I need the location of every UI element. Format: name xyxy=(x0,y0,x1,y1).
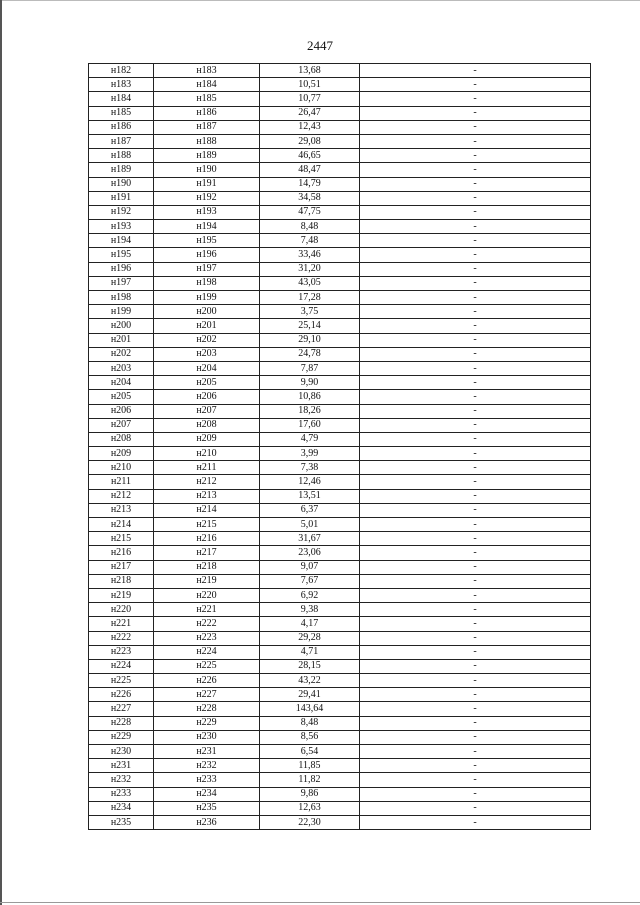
table-row xyxy=(89,92,591,106)
length-cell: 8,56 xyxy=(260,730,360,744)
point-to-cell: н201 xyxy=(154,319,260,333)
table-row xyxy=(89,688,591,702)
table-row xyxy=(89,645,591,659)
note-cell: - xyxy=(360,588,591,602)
note-cell: - xyxy=(360,333,591,347)
note-cell: - xyxy=(360,674,591,688)
note-cell: - xyxy=(360,149,591,163)
length-cell: 24,78 xyxy=(260,347,360,361)
note-cell: - xyxy=(360,177,591,191)
point-to-cell: н191 xyxy=(154,177,260,191)
point-to-cell: н196 xyxy=(154,248,260,262)
point-to-cell: н194 xyxy=(154,220,260,234)
point-to-cell: н212 xyxy=(154,475,260,489)
note-cell: - xyxy=(360,801,591,815)
point-to-cell: н214 xyxy=(154,503,260,517)
scan-edge-top xyxy=(0,0,640,1)
length-cell: 43,22 xyxy=(260,674,360,688)
note-cell: - xyxy=(360,376,591,390)
table-row xyxy=(89,716,591,730)
note-cell: - xyxy=(360,815,591,829)
length-cell: 12,63 xyxy=(260,801,360,815)
note-cell: - xyxy=(360,716,591,730)
length-cell: 11,82 xyxy=(260,773,360,787)
note-cell: - xyxy=(360,447,591,461)
length-cell: 6,92 xyxy=(260,588,360,602)
note-cell: - xyxy=(360,92,591,106)
table-row xyxy=(89,503,591,517)
length-cell: 8,48 xyxy=(260,716,360,730)
note-cell: - xyxy=(360,262,591,276)
point-to-cell: н233 xyxy=(154,773,260,787)
table-row xyxy=(89,305,591,319)
table-row xyxy=(89,404,591,418)
length-cell: 10,86 xyxy=(260,390,360,404)
length-cell: 10,51 xyxy=(260,78,360,92)
table-row xyxy=(89,149,591,163)
table-row xyxy=(89,787,591,801)
point-to-cell: н231 xyxy=(154,745,260,759)
note-cell: - xyxy=(360,305,591,319)
table-row xyxy=(89,361,591,375)
point-to-cell: н218 xyxy=(154,560,260,574)
length-cell: 4,71 xyxy=(260,645,360,659)
point-from-cell: н222 xyxy=(89,631,154,645)
table-row xyxy=(89,518,591,532)
point-from-cell: н184 xyxy=(89,92,154,106)
note-cell: - xyxy=(360,432,591,446)
point-from-cell: н199 xyxy=(89,305,154,319)
point-from-cell: н218 xyxy=(89,574,154,588)
point-to-cell: н184 xyxy=(154,78,260,92)
length-cell: 23,06 xyxy=(260,546,360,560)
point-from-cell: н194 xyxy=(89,234,154,248)
point-to-cell: н192 xyxy=(154,191,260,205)
length-cell: 33,46 xyxy=(260,248,360,262)
table-row xyxy=(89,745,591,759)
note-cell: - xyxy=(360,688,591,702)
point-to-cell: н224 xyxy=(154,645,260,659)
length-cell: 4,79 xyxy=(260,432,360,446)
point-from-cell: н187 xyxy=(89,134,154,148)
table-row xyxy=(89,234,591,248)
length-cell: 7,67 xyxy=(260,574,360,588)
note-cell: - xyxy=(360,319,591,333)
table-row xyxy=(89,432,591,446)
length-cell: 7,38 xyxy=(260,461,360,475)
length-cell: 7,48 xyxy=(260,234,360,248)
note-cell: - xyxy=(360,78,591,92)
length-cell: 46,65 xyxy=(260,149,360,163)
point-from-cell: н208 xyxy=(89,432,154,446)
table-row xyxy=(89,801,591,815)
point-from-cell: н216 xyxy=(89,546,154,560)
table-row xyxy=(89,759,591,773)
point-to-cell: н203 xyxy=(154,347,260,361)
point-from-cell: н224 xyxy=(89,659,154,673)
table-row xyxy=(89,390,591,404)
point-from-cell: н200 xyxy=(89,319,154,333)
note-cell: - xyxy=(360,234,591,248)
table-row xyxy=(89,163,591,177)
table-row xyxy=(89,177,591,191)
point-to-cell: н236 xyxy=(154,815,260,829)
note-cell: - xyxy=(360,773,591,787)
length-cell: 47,75 xyxy=(260,205,360,219)
note-cell: - xyxy=(360,418,591,432)
length-cell: 48,47 xyxy=(260,163,360,177)
length-cell: 29,10 xyxy=(260,333,360,347)
length-cell: 25,14 xyxy=(260,319,360,333)
point-from-cell: н195 xyxy=(89,248,154,262)
table-row xyxy=(89,702,591,716)
point-from-cell: н223 xyxy=(89,645,154,659)
point-from-cell: н235 xyxy=(89,815,154,829)
point-from-cell: н221 xyxy=(89,617,154,631)
point-from-cell: н189 xyxy=(89,163,154,177)
table-row xyxy=(89,674,591,688)
note-cell: - xyxy=(360,461,591,475)
length-cell: 29,28 xyxy=(260,631,360,645)
point-to-cell: н208 xyxy=(154,418,260,432)
point-to-cell: н185 xyxy=(154,92,260,106)
note-cell: - xyxy=(360,248,591,262)
point-from-cell: н210 xyxy=(89,461,154,475)
point-to-cell: н211 xyxy=(154,461,260,475)
table-body xyxy=(89,64,591,830)
table-row xyxy=(89,106,591,120)
point-to-cell: н225 xyxy=(154,659,260,673)
point-from-cell: н202 xyxy=(89,347,154,361)
point-from-cell: н204 xyxy=(89,376,154,390)
point-from-cell: н233 xyxy=(89,787,154,801)
length-cell: 34,58 xyxy=(260,191,360,205)
point-to-cell: н197 xyxy=(154,262,260,276)
point-from-cell: н234 xyxy=(89,801,154,815)
note-cell: - xyxy=(360,404,591,418)
point-to-cell: н189 xyxy=(154,149,260,163)
point-to-cell: н215 xyxy=(154,518,260,532)
point-to-cell: н195 xyxy=(154,234,260,248)
note-cell: - xyxy=(360,702,591,716)
note-cell: - xyxy=(360,759,591,773)
table-row xyxy=(89,205,591,219)
point-from-cell: н201 xyxy=(89,333,154,347)
length-cell: 9,07 xyxy=(260,560,360,574)
table-row xyxy=(89,333,591,347)
point-to-cell: н227 xyxy=(154,688,260,702)
note-cell: - xyxy=(360,546,591,560)
note-cell: - xyxy=(360,475,591,489)
note-cell: - xyxy=(360,730,591,744)
point-to-cell: н200 xyxy=(154,305,260,319)
point-from-cell: н205 xyxy=(89,390,154,404)
note-cell: - xyxy=(360,134,591,148)
coordinates-table xyxy=(88,63,591,830)
length-cell: 22,30 xyxy=(260,815,360,829)
table-row xyxy=(89,659,591,673)
point-from-cell: н212 xyxy=(89,489,154,503)
point-from-cell: н188 xyxy=(89,149,154,163)
length-cell: 31,20 xyxy=(260,262,360,276)
length-cell: 9,86 xyxy=(260,787,360,801)
note-cell: - xyxy=(360,503,591,517)
point-from-cell: н228 xyxy=(89,716,154,730)
note-cell: - xyxy=(360,276,591,290)
length-cell: 4,17 xyxy=(260,617,360,631)
point-from-cell: н231 xyxy=(89,759,154,773)
note-cell: - xyxy=(360,645,591,659)
point-from-cell: н198 xyxy=(89,291,154,305)
note-cell: - xyxy=(360,532,591,546)
point-from-cell: н192 xyxy=(89,205,154,219)
point-from-cell: н219 xyxy=(89,588,154,602)
table-row xyxy=(89,461,591,475)
note-cell: - xyxy=(360,106,591,120)
length-cell: 28,15 xyxy=(260,659,360,673)
point-to-cell: н223 xyxy=(154,631,260,645)
note-cell: - xyxy=(360,518,591,532)
scan-edge-bottom xyxy=(0,902,640,903)
point-from-cell: н209 xyxy=(89,447,154,461)
point-to-cell: н213 xyxy=(154,489,260,503)
note-cell: - xyxy=(360,787,591,801)
point-to-cell: н198 xyxy=(154,276,260,290)
point-to-cell: н217 xyxy=(154,546,260,560)
length-cell: 13,51 xyxy=(260,489,360,503)
point-from-cell: н182 xyxy=(89,64,154,78)
table-row xyxy=(89,319,591,333)
table-row xyxy=(89,631,591,645)
table-row xyxy=(89,262,591,276)
point-from-cell: н185 xyxy=(89,106,154,120)
point-from-cell: н190 xyxy=(89,177,154,191)
table-row xyxy=(89,574,591,588)
length-cell: 29,08 xyxy=(260,134,360,148)
point-from-cell: н197 xyxy=(89,276,154,290)
point-to-cell: н193 xyxy=(154,205,260,219)
table-row xyxy=(89,78,591,92)
point-to-cell: н221 xyxy=(154,603,260,617)
point-from-cell: н225 xyxy=(89,674,154,688)
point-to-cell: н199 xyxy=(154,291,260,305)
length-cell: 9,38 xyxy=(260,603,360,617)
note-cell: - xyxy=(360,191,591,205)
table-row xyxy=(89,546,591,560)
note-cell: - xyxy=(360,659,591,673)
length-cell: 43,05 xyxy=(260,276,360,290)
table-row xyxy=(89,248,591,262)
note-cell: - xyxy=(360,390,591,404)
point-to-cell: н232 xyxy=(154,759,260,773)
table-row xyxy=(89,532,591,546)
point-from-cell: н196 xyxy=(89,262,154,276)
table-row xyxy=(89,120,591,134)
point-from-cell: н193 xyxy=(89,220,154,234)
table-row xyxy=(89,475,591,489)
point-from-cell: н206 xyxy=(89,404,154,418)
length-cell: 3,99 xyxy=(260,447,360,461)
note-cell: - xyxy=(360,220,591,234)
length-cell: 31,67 xyxy=(260,532,360,546)
point-from-cell: н214 xyxy=(89,518,154,532)
length-cell: 17,28 xyxy=(260,291,360,305)
table-row xyxy=(89,134,591,148)
length-cell: 26,47 xyxy=(260,106,360,120)
length-cell: 143,64 xyxy=(260,702,360,716)
point-to-cell: н228 xyxy=(154,702,260,716)
length-cell: 14,79 xyxy=(260,177,360,191)
point-to-cell: н216 xyxy=(154,532,260,546)
note-cell: - xyxy=(360,361,591,375)
note-cell: - xyxy=(360,163,591,177)
length-cell: 5,01 xyxy=(260,518,360,532)
table-row xyxy=(89,291,591,305)
point-from-cell: н229 xyxy=(89,730,154,744)
note-cell: - xyxy=(360,560,591,574)
table-row xyxy=(89,730,591,744)
point-to-cell: н230 xyxy=(154,730,260,744)
length-cell: 11,85 xyxy=(260,759,360,773)
table-row xyxy=(89,347,591,361)
point-from-cell: н203 xyxy=(89,361,154,375)
note-cell: - xyxy=(360,745,591,759)
point-to-cell: н235 xyxy=(154,801,260,815)
table-row xyxy=(89,376,591,390)
table-row xyxy=(89,617,591,631)
table-row xyxy=(89,560,591,574)
note-cell: - xyxy=(360,489,591,503)
point-to-cell: н210 xyxy=(154,447,260,461)
length-cell: 8,48 xyxy=(260,220,360,234)
point-from-cell: н183 xyxy=(89,78,154,92)
length-cell: 10,77 xyxy=(260,92,360,106)
point-from-cell: н227 xyxy=(89,702,154,716)
point-to-cell: н190 xyxy=(154,163,260,177)
point-to-cell: н229 xyxy=(154,716,260,730)
point-from-cell: н230 xyxy=(89,745,154,759)
point-from-cell: н220 xyxy=(89,603,154,617)
note-cell: - xyxy=(360,631,591,645)
point-from-cell: н191 xyxy=(89,191,154,205)
table-row xyxy=(89,447,591,461)
point-from-cell: н186 xyxy=(89,120,154,134)
table-row xyxy=(89,603,591,617)
length-cell: 3,75 xyxy=(260,305,360,319)
note-cell: - xyxy=(360,617,591,631)
point-from-cell: н215 xyxy=(89,532,154,546)
scan-edge-left xyxy=(0,0,2,905)
point-to-cell: н187 xyxy=(154,120,260,134)
point-to-cell: н202 xyxy=(154,333,260,347)
table-row xyxy=(89,489,591,503)
length-cell: 17,60 xyxy=(260,418,360,432)
point-to-cell: н234 xyxy=(154,787,260,801)
note-cell: - xyxy=(360,64,591,78)
point-to-cell: н204 xyxy=(154,361,260,375)
point-from-cell: н207 xyxy=(89,418,154,432)
note-cell: - xyxy=(360,120,591,134)
table-row xyxy=(89,815,591,829)
table-row xyxy=(89,418,591,432)
point-from-cell: н211 xyxy=(89,475,154,489)
note-cell: - xyxy=(360,347,591,361)
length-cell: 12,46 xyxy=(260,475,360,489)
table-row xyxy=(89,64,591,78)
table-row xyxy=(89,220,591,234)
length-cell: 12,43 xyxy=(260,120,360,134)
length-cell: 6,54 xyxy=(260,745,360,759)
point-to-cell: н219 xyxy=(154,574,260,588)
point-to-cell: н183 xyxy=(154,64,260,78)
note-cell: - xyxy=(360,291,591,305)
point-from-cell: н217 xyxy=(89,560,154,574)
table-row xyxy=(89,773,591,787)
point-to-cell: н209 xyxy=(154,432,260,446)
table-row xyxy=(89,191,591,205)
note-cell: - xyxy=(360,574,591,588)
length-cell: 18,26 xyxy=(260,404,360,418)
point-to-cell: н186 xyxy=(154,106,260,120)
page-number: 2447 xyxy=(307,38,333,53)
note-cell: - xyxy=(360,205,591,219)
length-cell: 9,90 xyxy=(260,376,360,390)
point-from-cell: н226 xyxy=(89,688,154,702)
length-cell: 29,41 xyxy=(260,688,360,702)
length-cell: 13,68 xyxy=(260,64,360,78)
point-to-cell: н188 xyxy=(154,134,260,148)
point-from-cell: н232 xyxy=(89,773,154,787)
point-from-cell: н213 xyxy=(89,503,154,517)
note-cell: - xyxy=(360,603,591,617)
point-to-cell: н222 xyxy=(154,617,260,631)
length-cell: 6,37 xyxy=(260,503,360,517)
table-row xyxy=(89,588,591,602)
point-to-cell: н226 xyxy=(154,674,260,688)
point-to-cell: н206 xyxy=(154,390,260,404)
length-cell: 7,87 xyxy=(260,361,360,375)
table-row xyxy=(89,276,591,290)
point-to-cell: н207 xyxy=(154,404,260,418)
point-to-cell: н205 xyxy=(154,376,260,390)
point-to-cell: н220 xyxy=(154,588,260,602)
